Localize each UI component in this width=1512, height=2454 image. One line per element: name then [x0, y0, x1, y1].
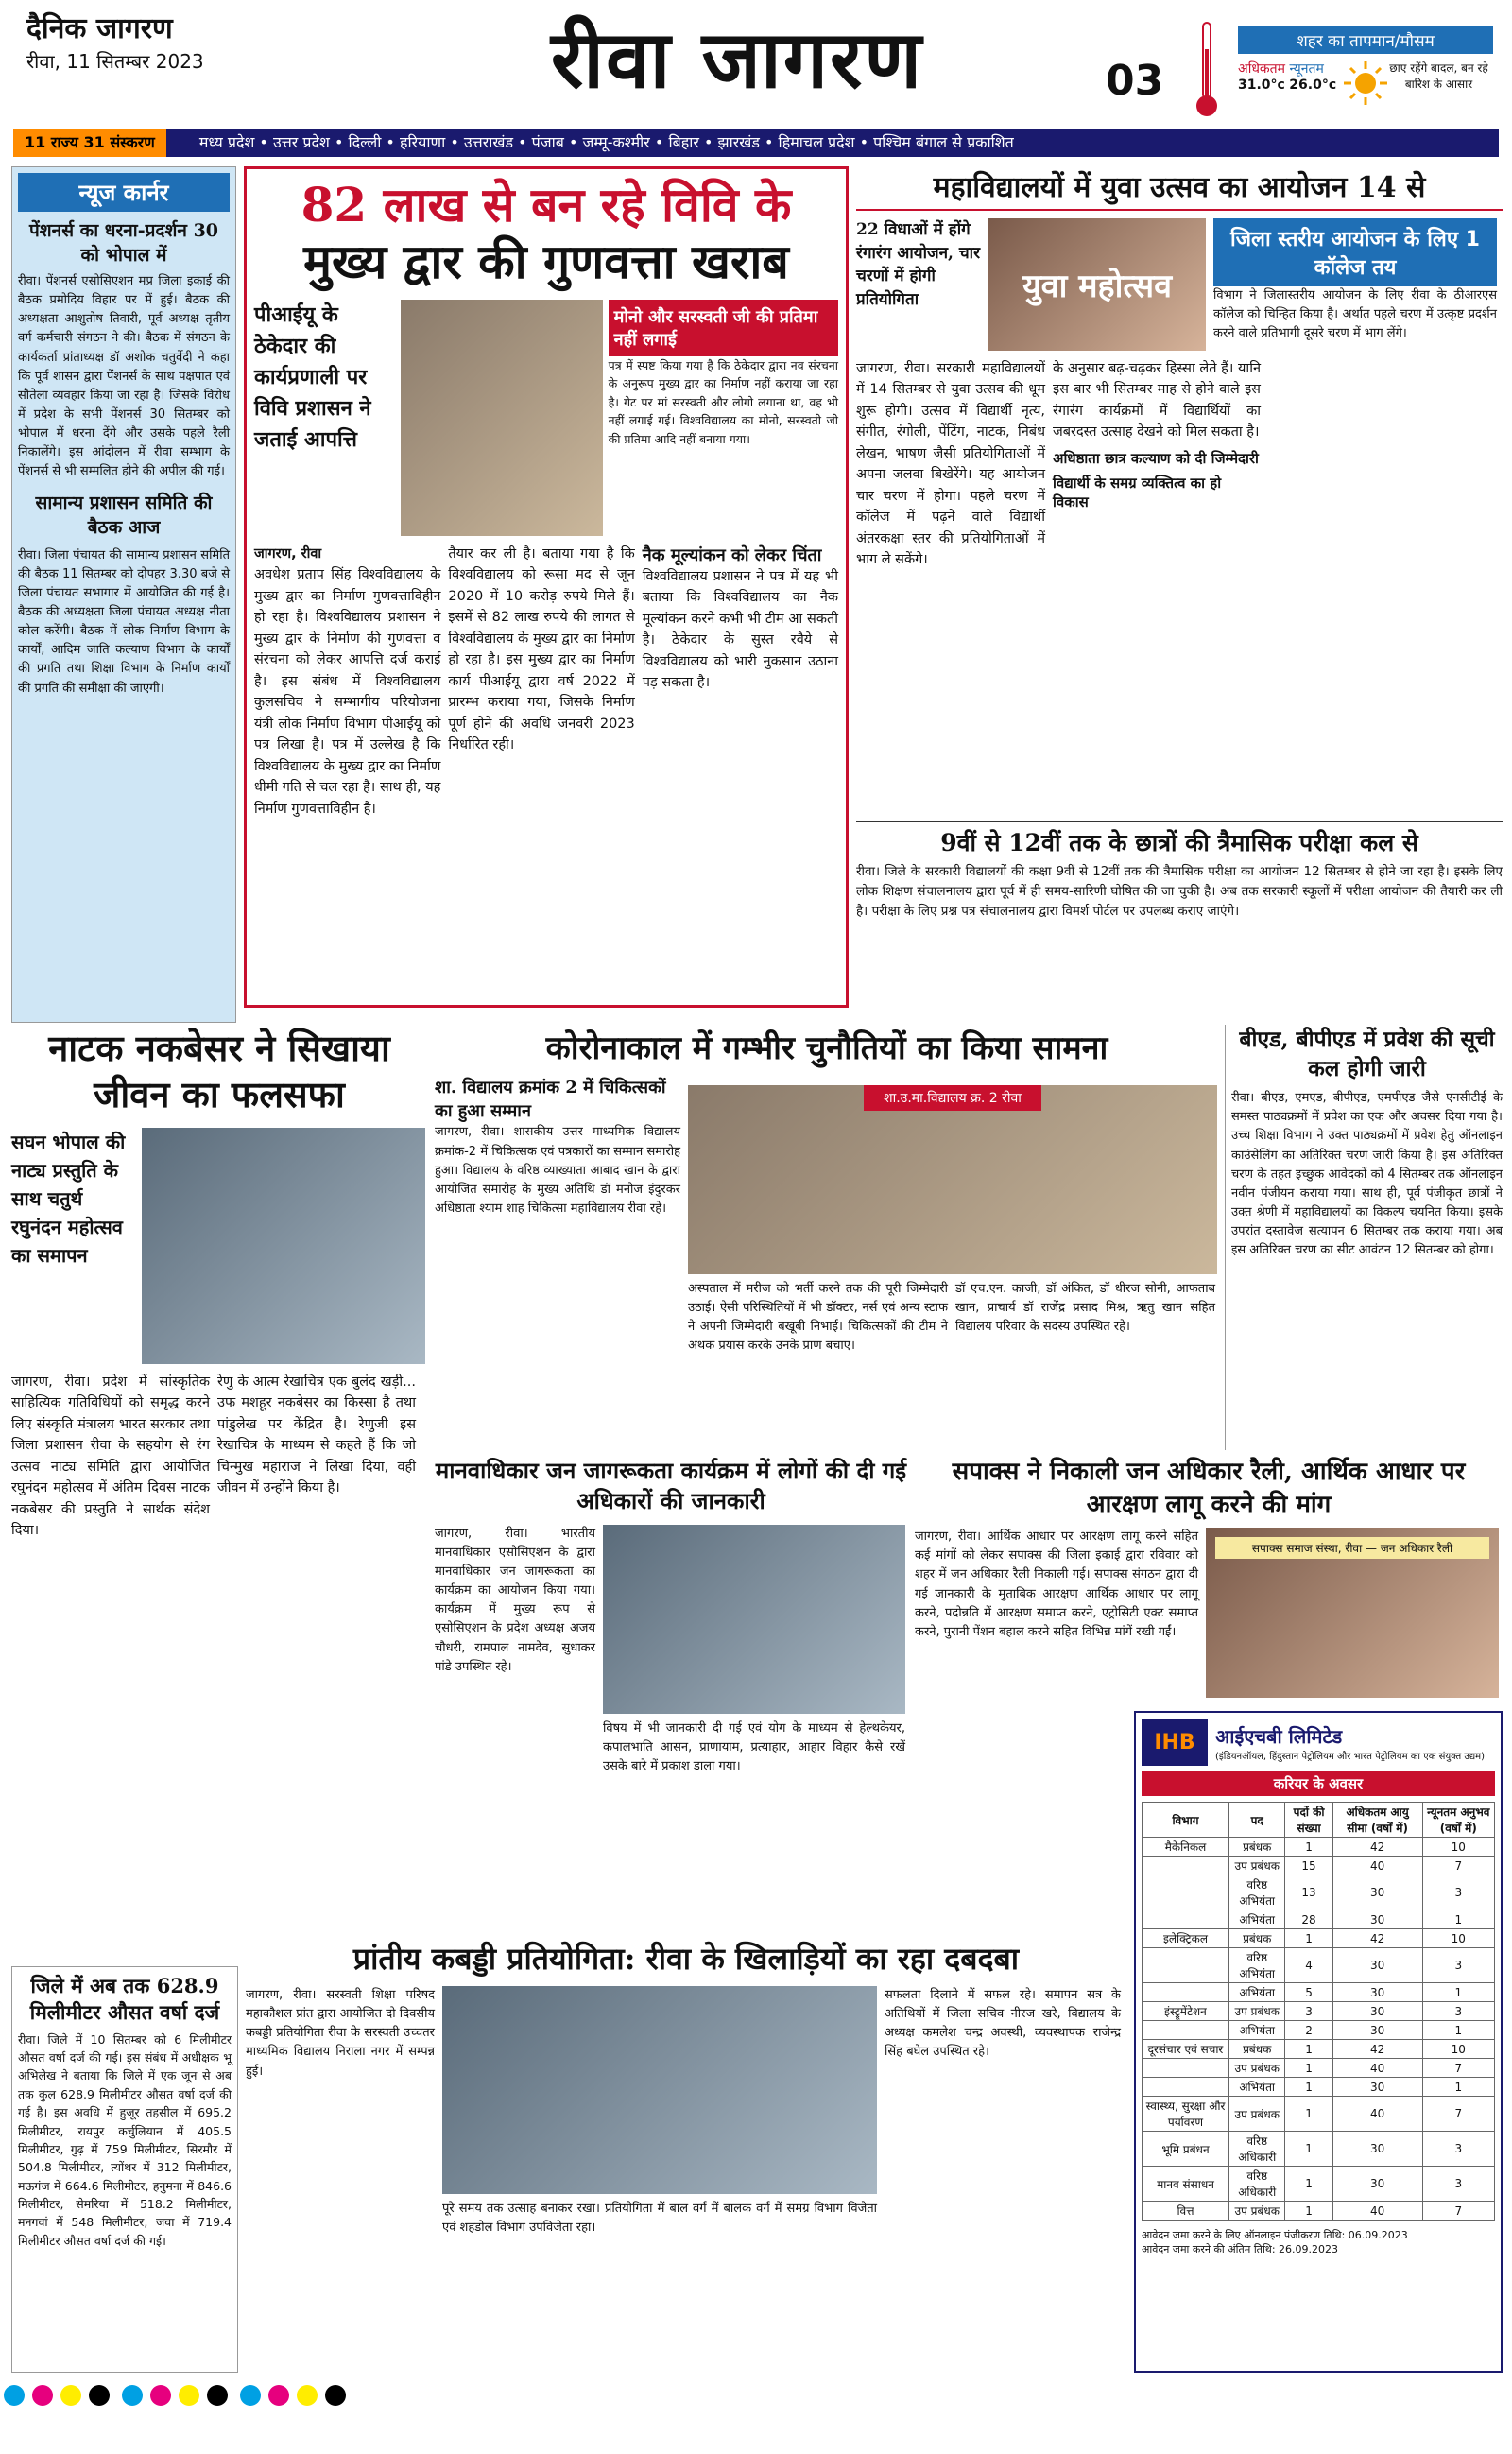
table-cell: 7: [1422, 1857, 1494, 1875]
natak-deck: सघन भोपाल की नाट्य प्रस्तुति के साथ चतुर्थ रघुनंदन महोत्सव का समापन: [11, 1130, 126, 1267]
table-cell: वरिष्ठ अधिकारी: [1228, 2132, 1284, 2167]
kabaddi-photo: [442, 1986, 877, 2194]
table-cell: 40: [1332, 1857, 1422, 1875]
ihb-footer-2: आवेदन जमा करने की अंतिम तिथि: 26.09.2023: [1142, 2243, 1339, 2255]
table-row: [1143, 1910, 1495, 1929]
ihb-col-0: विभाग: [1143, 1803, 1229, 1838]
edition-strip: [13, 129, 1499, 157]
lead-title-1: [254, 177, 838, 233]
table-cell: वरिष्ठ अभियंता: [1228, 1875, 1284, 1910]
manav-body-1: जागरण, रीवा। भारतीय मानवाधिकार एसोसिएशन के द्वारा मानवाधिकार जन जागरूकता का कार्यक्रम का आयोजन किया गया। कार्यक्रम में मुख्य रूप से एसोसिएशन के प्रदेश अध्यक्ष अजय चौधरी, रामपाल नामदेव, सुधाकर पांडे उपस्थित रहे।: [435, 1526, 595, 1674]
youth-sub-1: अधिष्ठाता छात्र कल्याण को दी जिम्मेदारी: [1053, 449, 1259, 467]
table-cell: 1: [1285, 1929, 1332, 1948]
table-cell: [1143, 2078, 1229, 2097]
corona-body-3: डॉ एच.एन. काजी, डॉ अंकित, डॉ धीरज सोनी, आफताब खान, प्राचार्य डॉ राजेंद्र प्रसाद मिश्र, ऋतु खान सहित विद्यालय परिवार के सदस्य उपस्थित रहे।: [955, 1282, 1215, 1335]
lead-title-1-text: 82 लाख से बन रहे विवि के: [301, 177, 792, 233]
table-cell: वरिष्ठ अधिकारी: [1228, 2167, 1284, 2202]
table-cell: [1143, 1875, 1229, 1910]
table-cell: दूरसंचार एवं सचार: [1143, 2040, 1229, 2059]
youth-logo: [988, 218, 1206, 351]
min-label: न्यूनतम: [1289, 61, 1324, 77]
edition-count: 11 राज्य 31 संस्करण: [13, 129, 166, 157]
natak-story: [11, 1025, 427, 1961]
table-cell: 42: [1332, 1929, 1422, 1948]
kabaddi-story: [246, 1938, 1126, 2373]
table-row: [1143, 1857, 1495, 1875]
table-cell: प्रबंधक: [1228, 1838, 1284, 1857]
natak-photo: [142, 1128, 425, 1364]
manav-story: [435, 1456, 907, 1928]
table-cell: इंस्ट्रूमेंटेशन: [1143, 2002, 1229, 2021]
table-cell: 4: [1285, 1948, 1332, 1983]
lead-body-2: तैयार कर ली है। बताया गया है कि विश्वविद्यालय को रूसा मद से जून 2020 में 10 करोड़ रुपये मिले हैं। इसमें से 82 लाख रुपये की लागत से विश्वविद्यालय के मुख्य द्वार का निर्माण हो रहा है। इस मुख्य द्वार का निर्माण कार्य पीआईयू द्वारा वर्ष 2022 में प्रारम्भ कराया गया, जिसके निर्माण पूर्ण होने की अवधि जनवरी 2023 निर्धारित रही।: [448, 546, 635, 753]
table-cell: प्रबंधक: [1228, 2040, 1284, 2059]
youth-logo-text: युवा महोत्सव: [1022, 268, 1173, 305]
page-number: 03: [1106, 57, 1164, 105]
table-cell: 10: [1422, 1929, 1494, 1948]
table-row: [1143, 2097, 1495, 2132]
youth-sub-2: विद्यार्थी के समग्र व्यक्तित्व का हो विकास: [1053, 474, 1222, 510]
lead-photo: [401, 300, 603, 536]
corona-title: कोरोनाकाल में गम्भीर चुनौतियों का किया सामना: [545, 1029, 1108, 1067]
news-corner-headline-2: सामान्य प्रशासन समिति की बैठक आज: [35, 492, 213, 538]
table-cell: 1: [1285, 2202, 1332, 2221]
table-cell: [1143, 1948, 1229, 1983]
table-cell: उप प्रबंधक: [1228, 2002, 1284, 2021]
table-cell: 30: [1332, 2167, 1422, 2202]
table-cell: 3: [1422, 2132, 1494, 2167]
youth-title: महाविद्यालयों में युवा उत्सव का आयोजन 14 से: [856, 166, 1503, 211]
kabaddi-title: प्रांतीय कबड्डी प्रतियोगिता: रीवा के खिलाड़ियों का रहा दबदबा: [352, 1941, 1020, 1977]
table-cell: 1: [1422, 2078, 1494, 2097]
exam-body: रीवा। जिले के सरकारी विद्यालयों की कक्षा 9वीं से 12वीं तक की त्रैमासिक परीक्षा का आयोजन 12 सितम्बर से होने जा रहा है। इसके लिए लोक शिक्षण संचालनालय द्वारा पूर्व में ही समय-सारिणी घोषित की जा चुकी है। अब तक सरकारी स्कूलों में परीक्षा आयोजन की तैयारी कर ली है। परीक्षा के लिए प्रश्न पत्र संचालनालय द्वारा विमर्श पोर्टल पर उपलब्ध कराए जाएंगे।: [856, 864, 1503, 919]
table-cell: 13: [1285, 1875, 1332, 1910]
table-row: [1143, 1838, 1495, 1857]
bed-title: बीएड, बीपीएड में प्रवेश की सूची कल होगी जारी: [1239, 1027, 1495, 1082]
table-row: [1143, 2040, 1495, 2059]
table-row: [1143, 2132, 1495, 2167]
table-cell: 3: [1285, 2002, 1332, 2021]
table-cell: 1: [1285, 1838, 1332, 1857]
lead-body-1: [254, 544, 440, 820]
table-row: [1143, 2059, 1495, 2078]
table-cell: स्वास्थ्य, सुरक्षा और पर्यावरण: [1143, 2097, 1229, 2132]
table-cell: अभियंता: [1228, 2021, 1284, 2040]
manav-photo: [603, 1525, 905, 1714]
max-temp: 31.0°c: [1238, 78, 1285, 93]
lead-title-2: मुख्य द्वार की गुणवत्ता खराब: [303, 233, 789, 289]
table-cell: 1: [1285, 2167, 1332, 2202]
paper-name: दैनिक जागरण: [26, 12, 173, 45]
news-corner-body-2: रीवा। जिला पंचायत की सामान्य प्रशासन समिति की बैठक 11 सितम्बर को दोपहर 3.30 बजे से जिला पंचायत सभागार में आयोजित की गई है। बैठक की अध्यक्षता जिला पंचायत अध्यक्ष नीता कोल करेंगी। बैठक में लोक निर्माण विभाग के कार्यों, आदिम जाति कल्याण विभाग के कार्यों की प्रगति तथा शिक्षा विभाग के निर्माण कार्यों की प्रगति की समीक्षा की जाएगी।: [18, 547, 230, 696]
table-cell: 3: [1422, 2167, 1494, 2202]
manav-body-2: विषय में भी जानकारी दी गई एवं योग के माध्यम से हेल्थकेयर, कपालभाति आसन, प्राणायाम, प्रत्याहार, आहार विहार कैसे रखें उसके बारे में प्रकाश डाला गया।: [603, 1720, 905, 1774]
youth-body-1: जागरण, रीवा। सरकारी महाविद्यालयों में 14 सितम्बर से युवा उत्सव की धूम शुरू होगी। उत्सव में विद्यार्थी नृत्य, संगीत, रंगोली, पेंटिंग, नाटक, निबंध लेखन, भाषण जैसी प्रतियोगिताओं में अपना जलवा बिखेरेंगे। यह आयोजन चार चरण में होगा। पहले चरण में कॉलेज में पढ़ने वाले विद्यार्थी अंतरकक्षा स्तर की प्रतियोगिताओं में भाग ले सकेंगे।: [856, 361, 1045, 568]
sapaks-body: जागरण, रीवा। आर्थिक आधार पर आरक्षण लागू करने सहित कई मांगों को लेकर सपाक्स की जिला इकाई द्वारा रविवार को शहर में जन अधिकार रैली निकाली गई। सपाक्स संगठन द्वारा दी गई जानकारी के मुताबिक आरक्षण आर्थिक आधार पर लागू करने, पदोन्नति में आरक्षण समाप्त करने, एट्रोसिटी एक्ट समाप्त करने, पुरानी पेंशन बहाल करने सहित विभिन्न मांगें रखी गईं।: [915, 1529, 1198, 1639]
table-cell: वित्त: [1143, 2202, 1229, 2221]
table-cell: 30: [1332, 1910, 1422, 1929]
table-row: [1143, 1929, 1495, 1948]
corona-story: [435, 1025, 1219, 1450]
sapaks-photo: [1206, 1528, 1499, 1698]
natak-body-1: जागरण, रीवा। प्रदेश में सांस्कृतिक साहित्यिक गतिविधियों को समृद्ध करने लिए संस्कृति मंत्रालय भारत सरकार तथा जिला प्रशासन रीवा के सहयोग से रंग उत्सव नाट्य समिति द्वारा आयोजित रघुनंदन महोत्सव में अंतिम दिवस नाटक नकबेसर की प्रस्तुति ने सार्थक संदेश दिया।: [11, 1374, 210, 1539]
table-cell: [1143, 1983, 1229, 2002]
lead-byline: जागरण, रीवा: [254, 546, 322, 562]
weather-box: [1238, 26, 1493, 125]
table-row: [1143, 2078, 1495, 2097]
table-cell: वरिष्ठ अभियंता: [1228, 1948, 1284, 1983]
lead-side: [254, 300, 395, 536]
table-cell: 30: [1332, 2021, 1422, 2040]
table-cell: 1: [1422, 2021, 1494, 2040]
youth-story: [856, 166, 1503, 819]
paper-date: रीवा, 11 सितम्बर 2023: [26, 50, 204, 73]
youth-body-2: के अनुसार बढ़-चढ़कर हिस्सा लेते हैं। यानि इस बार भी सितम्बर माह से होने वाले इस रंगारंग कार्यक्रमों में विद्यार्थियों का जबरदस्त उत्साह देखने को मिल सकता है।: [1053, 361, 1261, 441]
table-cell: 28: [1285, 1910, 1332, 1929]
youth-box-title: जिला स्तरीय आयोजन के लिए 1 कॉलेज तय: [1213, 218, 1497, 286]
header-left: [26, 8, 225, 74]
table-row: [1143, 1983, 1495, 2002]
table-cell: 1: [1285, 2097, 1332, 2132]
table-cell: अभियंता: [1228, 1910, 1284, 1929]
table-row: [1143, 2021, 1495, 2040]
table-cell: 10: [1422, 2040, 1494, 2059]
ihb-footer-1: आवेदन जमा करने के लिए ऑनलाइन पंजीकरण तिथि: 06.09.2023: [1142, 2229, 1408, 2241]
rain-title: जिले में अब तक 628.9 मिलीमीटर औसत वर्षा दर्ज: [29, 1974, 220, 2025]
table-cell: 1: [1285, 2078, 1332, 2097]
bed-story: [1225, 1025, 1503, 1450]
kabaddi-body-1: जागरण, रीवा। सरस्वती शिक्षा परिषद महाकौशल प्रांत द्वारा आयोजित दो दिवसीय कबड्डी प्रतियोगिता रीवा के सरस्वती उच्चतर माध्यमिक विद्यालय निराला नगर में सम्पन्न हुई।: [246, 1988, 435, 2079]
lead-body-1-text: अवधेश प्रताप सिंह विश्वविद्यालय के मुख्य द्वार का निर्माण गुणवत्ताविहीन हो रहा है। विश्वविद्यालय प्रशासन ने मुख्य द्वार के निर्माण की गुणवत्ता व संरचना को लेकर आपत्ति दर्ज कराई है। इस संबंध में विश्वविद्यालय कुलसचिव ने सम्भागीय परियोजना यंत्री लोक निर्माण विभाग पीआईयू को पत्र लिखा है। पत्र में उल्लेख है कि विश्वविद्यालय के मुख्य द्वार का निर्माण धीमी गति से चल रहा है। साथ ही, यह निर्माण गुणवत्ताविहीन है।: [254, 567, 441, 817]
lead-box-title: मोनो और सरस्वती जी की प्रतिमा नहीं लगाई: [609, 300, 838, 356]
ihb-col-2: पदों की संख्या: [1285, 1803, 1332, 1838]
manav-title: मानवाधिकार जन जागरूकता कार्यक्रम में लोगों की दी गई अधिकारों की जानकारी: [435, 1457, 907, 1515]
table-cell: मानव संसाधन: [1143, 2167, 1229, 2202]
table-row: [1143, 2002, 1495, 2021]
table-cell: 42: [1332, 2040, 1422, 2059]
kabaddi-body-2: पूरे समय तक उत्साह बनाकर रखा। प्रतियोगिता में बाल वर्ग में बालक वर्ग में समग्र विभाग विजेता एवं शहडोल विभाग उपविजेता रहा।: [442, 2202, 877, 2236]
rain-story: [11, 1966, 238, 2373]
ihb-col-4: न्यूनतम अनुभव (वर्षों में): [1422, 1803, 1494, 1838]
table-cell: 40: [1332, 2202, 1422, 2221]
table-cell: 7: [1422, 2097, 1494, 2132]
sapaks-story: [915, 1456, 1503, 1702]
table-cell: 30: [1332, 2132, 1422, 2167]
table-cell: 42: [1332, 1838, 1422, 1857]
table-cell: 1: [1422, 1910, 1494, 1929]
table-cell: उप प्रबंधक: [1228, 2097, 1284, 2132]
table-cell: 5: [1285, 1983, 1332, 2002]
color-registration-bar: [0, 2382, 1512, 2411]
ihb-sub: (इंडियनऑयल, हिंदुस्तान पेट्रोलियम और भारत पेट्रोलियम का एक संयुक्त उद्यम): [1215, 1751, 1486, 1762]
kabaddi-body-3: सफलता दिलाने में सफल रहे। समापन सत्र के अतिथियों में जिला सचिव नीरज खरे, विद्यालय के अध्यक्ष कमलेश चन्द्र अवस्थी, व्यवस्थापक राजेन्द्र सिंह बघेल उपस्थित रहे।: [885, 1988, 1121, 2060]
news-corner-headline-1: पेंशनर्स का धरना-प्रदर्शन 30 को भोपाल में: [28, 220, 219, 266]
lead-story: [244, 166, 849, 1008]
table-cell: मैकेनिकल: [1143, 1838, 1229, 1857]
rain-body: रीवा। जिले में 10 सितम्बर को 6 मिलीमीटर औसत वर्षा दर्ज की गई। इस संबंध में अधीक्षक भू अभिलेख ने बताया कि जिले में एक जून से अब तक कुल 628.9 मिलीमीटर औसत वर्षा दर्ज की गई है। इस अवधि में हुजूर तहसील में 695.2 मिलीमीटर, रायपुर कर्चुलियान में 405.5 मिलीमीटर, गुढ़ में 759 मिलीमीटर, सिरमौर में 504.8 मिलीमीटर, त्योंथर में 312 मिलीमीटर, मऊगंज में 664.6 मिलीमीटर, हनुमना में 846.6 मिलीमीटर, सेमरिया में 518.2 मिलीमीटर, मनगवां में 548 मिलीमीटर, जवा में 719.4 मिलीमीटर औसत वर्षा दर्ज की गई।: [18, 2031, 232, 2248]
forecast: छाए रहेंगे बादल, बन रहे बारिश के आसार: [1389, 61, 1488, 91]
natak-title-2: जीवन का फलसफा: [94, 1073, 345, 1116]
table-row: [1143, 2167, 1495, 2202]
ihb-ad: [1134, 1711, 1503, 2373]
table-cell: उप प्रबंधक: [1228, 1857, 1284, 1875]
table-cell: 7: [1422, 2059, 1494, 2078]
sapaks-banner: सपाक्स समाज संस्था, रीवा — जन अधिकार रैली: [1215, 1537, 1489, 1559]
table-cell: 3: [1422, 2002, 1494, 2021]
sapaks-title: सपाक्स ने निकाली जन अधिकार रैली, आर्थिक आधार पर आरक्षण लागू करने की मांग: [952, 1458, 1466, 1520]
min-temp: 26.0°c: [1289, 78, 1337, 93]
table-cell: 30: [1332, 1983, 1422, 2002]
table-row: [1143, 1948, 1495, 1983]
max-label: अधिकतम: [1238, 61, 1286, 77]
sun-icon: [1342, 60, 1389, 107]
table-cell: 40: [1332, 2059, 1422, 2078]
table-cell: 30: [1332, 1948, 1422, 1983]
table-cell: 1: [1422, 1983, 1494, 2002]
natak-body-2: रेणु के आत्म रेखाचित्र एक बुलंद खड़ी... उफ मशहूर नकबेसर का किस्सा है तथा पांडुलेख पर केंद्रित है। रेणुजी इस रेखाचित्र के माध्यम से कहते हैं कि जो चिन्मुख महाराज ने लिखा दिया, वही जीवन में उन्होंने किया है।: [217, 1374, 416, 1496]
ihb-careers: करियर के अवसर: [1142, 1771, 1495, 1796]
corona-deck: शा. विद्यालय क्रमांक 2 में चिकित्सकों का हुआ सम्मान: [435, 1078, 666, 1122]
youth-box-body: विभाग ने जिलास्तरीय आयोजन के लिए रीवा के ठीआरएस कॉलेज को चिन्हित किया है। अर्थात पहले चरण में उत्कृष्ट प्रदर्शन करने वाले प्रतिभागी दूसरे चरण में भाग लेंगे।: [1213, 288, 1497, 341]
corona-photo: [688, 1085, 1217, 1274]
table-cell: [1143, 1857, 1229, 1875]
exam-story: [856, 821, 1503, 1019]
masthead: रीवा जागरण: [550, 12, 924, 106]
table-cell: [1143, 1910, 1229, 1929]
ihb-logo: IHB: [1142, 1719, 1208, 1766]
exam-title: 9वीं से 12वीं तक के छात्रों की त्रैमासिक परीक्षा कल से: [940, 829, 1418, 856]
table-cell: 1: [1285, 2040, 1332, 2059]
table-cell: अभियंता: [1228, 2078, 1284, 2097]
lead-side-deck: पीआईयू के ठेकेदार की कार्यप्रणाली पर विवि प्रशासन ने जताई आपत्ति: [254, 302, 371, 452]
table-cell: 30: [1332, 2078, 1422, 2097]
ihb-table: [1142, 1802, 1495, 2221]
table-cell: [1143, 2059, 1229, 2078]
table-row: [1143, 1875, 1495, 1910]
table-row: [1143, 2202, 1495, 2221]
table-cell: उप प्रबंधक: [1228, 2059, 1284, 2078]
lead-body-3: विश्वविद्यालय प्रशासन ने पत्र में यह भी बताया कि विश्वविद्यालय का नैक मूल्यांकन करने कभी भी टीम आ सकती है। ठेकेदार के सुस्त रवैये से विश्वविद्यालय को भारी नुकसान उठाना पड़ सकता है।: [642, 569, 838, 691]
corona-body-1: जागरण, रीवा। शासकीय उत्तर माध्यमिक विद्यालय क्रमांक-2 में चिकित्सक एवं पत्रकारों का सम्मान समारोह हुआ। विद्यालय के वरिष्ठ व्याख्याता आबाद खान के द्वारा आयोजित समारोह के मुख्य अतिथि डॉ मनोज इंदुरकर अधिष्ठाता श्याम शाह चिकित्सा महाविद्यालय रीवा रहे।: [435, 1125, 680, 1216]
table-cell: 30: [1332, 1875, 1422, 1910]
table-cell: 3: [1422, 1875, 1494, 1910]
ihb-company: आईएचबी लिमिटेड: [1215, 1724, 1343, 1748]
table-cell: 30: [1332, 2002, 1422, 2021]
lead-box-body: पत्र में स्पष्ट किया गया है कि ठेकेदार द्वारा नव संरचना के अनुरूप मुख्य द्वार का निर्माण नहीं कराया जा रहा है। गेट पर मां सरस्वती और लोगो लगाना था, वह भी नहीं लगाई गई। विश्वविद्यालय का मोनो, सरस्वती जी की प्रतिमा आदि नहीं बनाया गया।: [608, 358, 838, 446]
news-corner-title: न्यूज कार्नर: [18, 173, 230, 212]
table-cell: 1: [1285, 2132, 1332, 2167]
table-cell: इलेक्ट्रिकल: [1143, 1929, 1229, 1948]
natak-title-1: नाटक नकबेसर ने सिखाया: [48, 1027, 390, 1069]
table-cell: 15: [1285, 1857, 1332, 1875]
ihb-col-1: पद: [1228, 1803, 1284, 1838]
bed-body: रीवा। बीएड, एमएड, बीपीएड, एमपीएड जैसे एनसीटीई के समस्त पाठ्यक्रमों में प्रवेश का एक और अवसर दिया गया है। उच्च शिक्षा विभाग ने उक्त पाठ्यक्रमों में प्रवेश हेतु ऑनलाइन काउंसेलिंग का अतिरिक्त चरण जारी किया है। इस अतिरिक्त चरण के तहत इच्छुक आवेदकों को 4 सितम्बर तक ऑनलाइन नवीन पंजीयन कराया गया। साथ ही, पूर्व पंजीकृत छात्रों ने उक्त श्रेणी में महाविद्यालयों का विकल्प चयनित किया। इसके उपरांत दस्तावेज सत्यापन 6 सितम्बर तक कराया गया। अब इस अतिरिक्त चरण का सीट आवंटन 12 सितम्बर को होगा।: [1231, 1091, 1503, 1258]
corona-body-2: अस्पताल में मरीज को भर्ती करने तक की पूरी जिम्मेदारी उठाई। ऐसी परिस्थितियों में भी डॉक्टर, नर्स एवं अन्य स्टाफ ने अपनी जिम्मेदारी बखूबी निभाई। चिकित्सकों की टीम ने अथक प्रयास करके उनके प्राण बचाए।: [688, 1282, 948, 1354]
weather-title: शहर का तापमान/मौसम: [1238, 26, 1493, 54]
table-cell: 1: [1285, 2059, 1332, 2078]
lead-subhead: नैक मूल्यांकन को लेकर चिंता: [642, 545, 822, 565]
corona-banner: शा.उ.मा.विद्यालय क्र. 2 रीवा: [864, 1085, 1041, 1111]
youth-deck: 22 विधाओं में होंगे रंगारंग आयोजन, चार चरणों में होगी प्रतियोगिता: [856, 220, 981, 309]
table-cell: 40: [1332, 2097, 1422, 2132]
table-cell: 7: [1422, 2202, 1494, 2221]
table-cell: 10: [1422, 1838, 1494, 1857]
table-cell: उप प्रबंधक: [1228, 2202, 1284, 2221]
news-corner: [11, 166, 236, 1023]
ihb-col-3: अधिकतम आयु सीमा (वर्षों में): [1332, 1803, 1422, 1838]
thermometer-icon: [1195, 21, 1218, 119]
table-cell: अभियंता: [1228, 1983, 1284, 2002]
table-cell: प्रबंधक: [1228, 1929, 1284, 1948]
table-cell: 3: [1422, 1948, 1494, 1983]
table-cell: [1143, 2021, 1229, 2040]
table-cell: भूमि प्रबंधन: [1143, 2132, 1229, 2167]
table-cell: 2: [1285, 2021, 1332, 2040]
news-corner-body-1: रीवा। पेंशनर्स एसोसिएशन मप्र जिला इकाई की बैठक प्रमोदिय विहार पर में हुई। बैठक की अध्यक्षता आशुतोष तिवारी, पूर्व अध्यक्ष तृतीय वर्ग कर्मचारी संगठन ने की। बैठक में संगठन के कार्यकर्ता प्रांताध्यक्ष डॉ अशोक चतुर्वेदी ने कहा कि पूर्व शासन द्वारा पेंशनर्स के साथ पक्षपात एवं सौतेला व्यवहार किया जा रहा है। जिसके विरोध में प्रदेश के सभी पेंशनर्स 30 सितम्बर को भोपाल में धरना देंगे और उसके पहले रैली निकालेंगे। इस आंदोलन में रीवा सम्भाग के पेंशनर्स से भी सम्मलित होने की अपील की गई।: [18, 274, 230, 479]
states-list: मध्य प्रदेश • उत्तर प्रदेश • दिल्ली • हरियाणा • उत्तराखंड • पंजाब • जम्मू-कश्मीर • बिहार • झारखंड • हिमाचल प्रदेश • पश्चिम बंगाल से प्रकाशित: [198, 133, 1014, 151]
